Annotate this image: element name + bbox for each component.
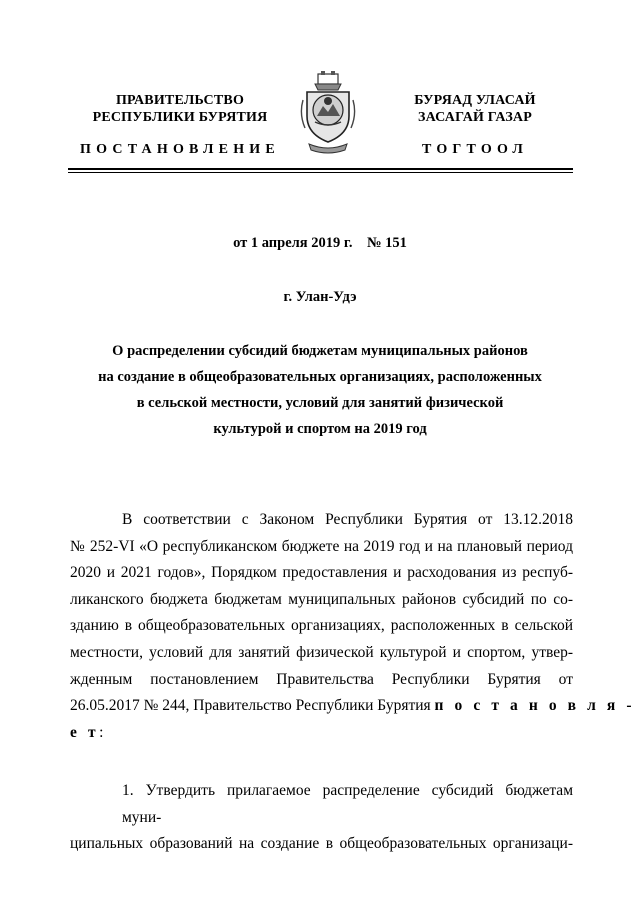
decree-date-number xyxy=(0,235,640,252)
header-right-line-2: ЗАСАГАЙ ГАЗАР xyxy=(417,110,532,125)
decree-number: № 151 xyxy=(366,235,407,251)
title-line-4: культурой и спортом на 2019 год xyxy=(213,421,427,437)
p1-spaced-verb-a: п о с т а н о в л я - xyxy=(434,697,636,715)
body-paragraph-1 xyxy=(70,507,636,746)
header-left-line-2: РЕСПУБЛИКИ БУРЯТИЯ xyxy=(92,110,268,125)
decree-title-bua: ТОГТООЛ xyxy=(421,142,529,157)
p1-line-3: 2020 и 2021 годов», Порядком предоставления и расходования из респуб- xyxy=(70,564,573,582)
p2-line-1: 1. Утвердить прилагаемое распределение субсидий бюджетам муни- xyxy=(122,782,573,826)
title-line-2: на создание в общеобразовательных организациях, расположенных xyxy=(98,369,542,385)
p1-line-6: местности, условий для занятий физической культурой и спортом, утвер- xyxy=(70,643,573,661)
p1-colon: : xyxy=(99,723,104,741)
decree-city: г. Улан-Удэ xyxy=(283,289,357,305)
p2-line-2: ципальных образований на создание в общеобразовательных организаци- xyxy=(70,835,573,853)
p1-line-2: № 252-VI «О республиканском бюджете на 2019 год и на плановый период xyxy=(70,537,573,555)
title-line-1: О распределении субсидий бюджетам муниципальных районов xyxy=(112,343,528,359)
p1-line-9 xyxy=(70,720,573,747)
p1-spaced-verb-b: е т xyxy=(70,723,100,741)
decree-title-ru: ПОСТАНОВЛЕНИЕ xyxy=(80,142,280,157)
p1-line-1: В соответствии с Законом Республики Бурятия от 13.12.2018 xyxy=(122,511,573,528)
header-divider-thick xyxy=(68,168,573,170)
p1-line-8 xyxy=(70,693,636,720)
p1-line-7: жденным постановлением Правительства Республики Бурятия от xyxy=(70,670,573,688)
p1-line-5: зданию в общеобразовательных организациях, расположенных в сельской xyxy=(70,617,573,635)
header-left-line-1: ПРАВИТЕЛЬСТВО xyxy=(115,93,245,108)
p1-line-4: ликанского бюджета бюджетам муниципальных районов субсидий по со- xyxy=(70,590,573,608)
header-right xyxy=(380,92,570,126)
coat-of-arms-icon xyxy=(297,70,359,156)
body-paragraph-2 xyxy=(70,778,573,858)
header-divider-thin xyxy=(68,172,573,173)
decree-date: от 1 апреля 2019 г. xyxy=(233,235,353,251)
title-line-3: в сельской местности, условий для занятий физической xyxy=(136,395,504,411)
document-title xyxy=(90,338,550,442)
p1-line-8-text: 26.05.2017 № 244, Правительство Республики Бурятия xyxy=(70,697,431,715)
header-right-line-1: БУРЯАД УЛАСАЙ xyxy=(414,93,536,108)
header-left xyxy=(70,92,290,126)
